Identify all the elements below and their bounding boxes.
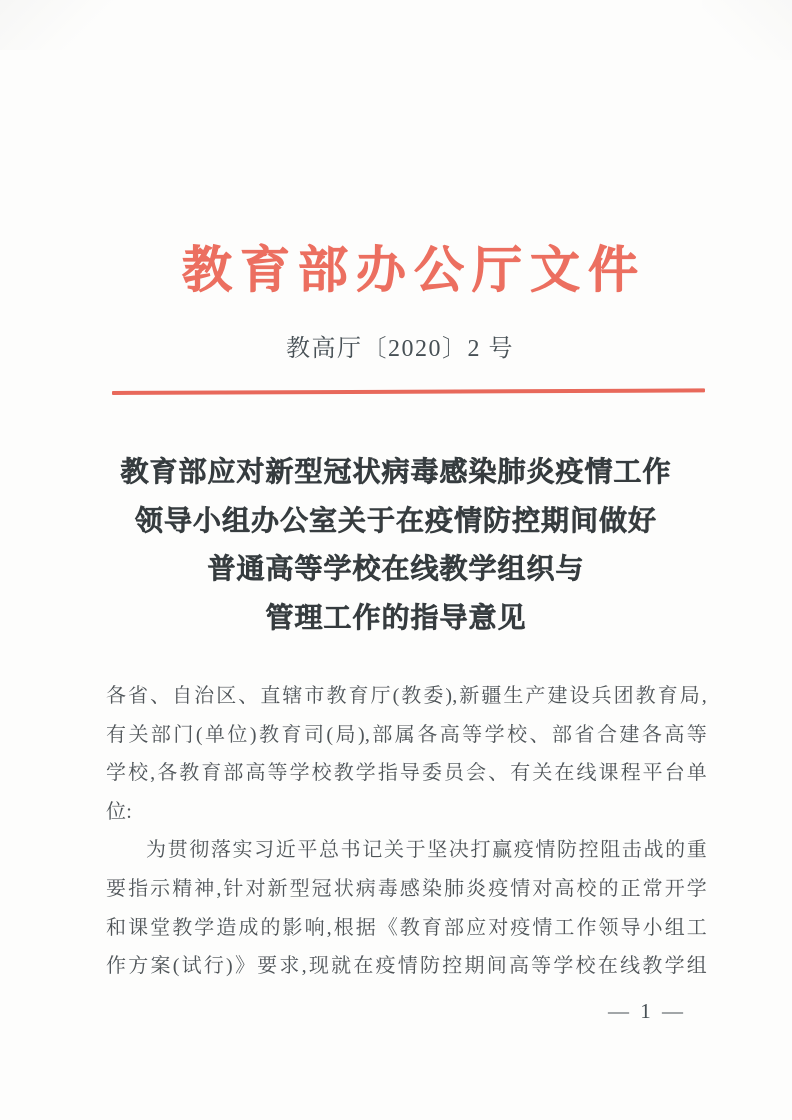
letterhead-divider-rule bbox=[112, 388, 705, 395]
body-line: 要指示精神,针对新型冠状病毒感染肺炎疫情对高校的正常开学 bbox=[106, 877, 707, 900]
body-line: 有关部门(单位)教育司(局),部属各高等学校、部省合建各高等 bbox=[106, 723, 707, 746]
body-line: 和课堂教学造成的影响,根据《教育部应对疫情工作领导小组工 bbox=[106, 916, 707, 939]
document-title-line: 管理工作的指导意见 bbox=[265, 602, 527, 634]
body-line: 位: bbox=[106, 800, 132, 823]
document-title-line: 领导小组办公室关于在疫情防控期间做好 bbox=[134, 505, 657, 537]
scan-artifact-top-left bbox=[0, 0, 120, 50]
document-number: 教高厅〔2020〕2 号 bbox=[286, 336, 514, 362]
document-body bbox=[106, 677, 707, 986]
document-title bbox=[0, 449, 792, 643]
agency-letterhead-title: 教育部办公厅文件 bbox=[182, 242, 646, 298]
body-line: 学校,各教育部高等学校教学指导委员会、有关在线课程平台单 bbox=[106, 762, 707, 785]
body-line: 为贯彻落实习近平总书记关于坚决打赢疫情防控阻击战的重 bbox=[146, 839, 707, 862]
document-title-line: 教育部应对新型冠状病毒感染肺炎疫情工作 bbox=[120, 457, 672, 488]
scan-artifact-top-right bbox=[702, 0, 792, 60]
body-line: 作方案(试行)》要求,现就在疫情防控期间高等学校在线教学组 bbox=[106, 955, 707, 978]
document-title-line: 普通高等学校在线教学组织与 bbox=[207, 554, 585, 585]
body-line: 各省、自治区、直辖市教育厅(教委),新疆生产建设兵团教育局, bbox=[106, 685, 707, 707]
page-number: — 1 — bbox=[608, 999, 686, 1023]
